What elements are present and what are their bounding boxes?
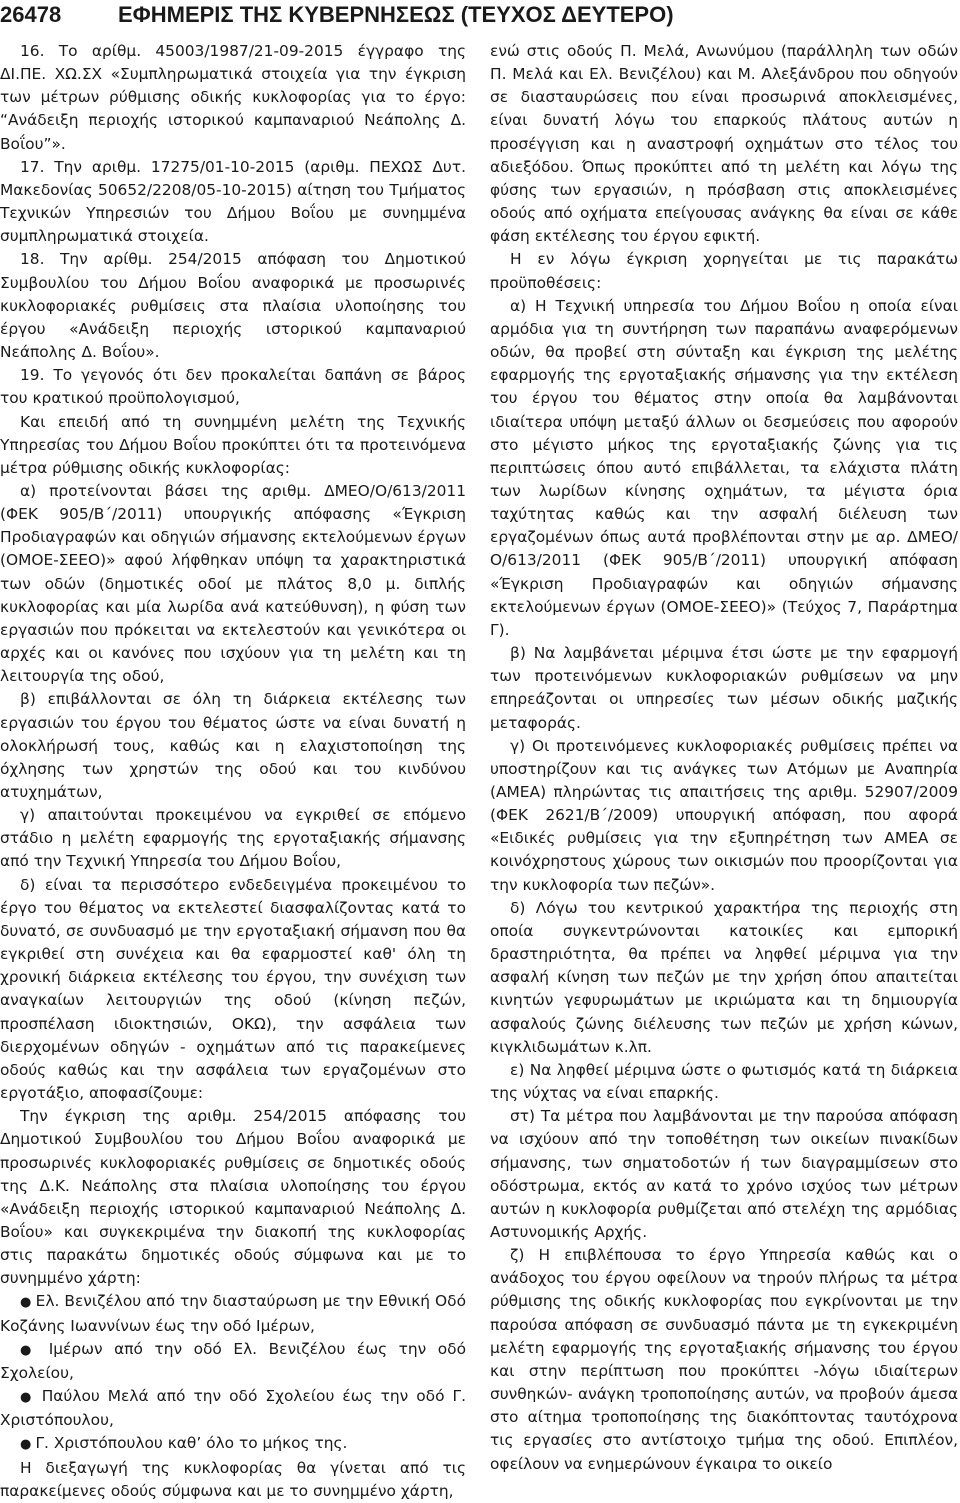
paragraph: β) Να λαμβάνεται μέριμνα έτσι ώστε με την εφαρμογή των προτεινόμενων κυκλοφοριακών ρυθμίσεων να μην επηρεάζονται οι υπηρεσίες των μέσων οδικής μαζικής μεταφοράς.: [490, 644, 958, 732]
paragraph: Η εν λόγω έγκριση χορηγείται με τις παρακάτω προϋποθέσεις:: [490, 250, 958, 292]
paragraph: δ) είναι τα περισσότερο ενδεδειγμένα προκειμένου το έργο του θέματος να εκτελεστεί διασφαλίζοντας κατά το δυνατό, σε συνδυασμό με την εργοταξιακή σήμανση που θα εγκριθεί στη συνέχεια και θα εφαρμοστεί καθ' όλη τη χρονική διάρκεια εκτέλεσης του έργου, την συνέχιση των αναγκαίων λειτουργιών της οδού (κίνηση πεζών, προσπέλαση ιδιοκτησιών, ΟΚΩ), την ασφάλεια των διερχομένων οδηγών - οχημάτων από τις παρακείμενες οδούς καθώς και την ασφάλεια των εργαζομένων στο εργοτάξιο, αποφασίζουμε:: [0, 875, 466, 1103]
paragraph: Και επειδή από τη συνημμένη μελέτη της Τεχνικής Υπηρεσίας του Δήμου Βοΐου προκύπτει ότι τα προτεινόμενα μέτρα ρύθμισης οδικής κυκλοφορίας:: [0, 412, 466, 477]
page-header: [0, 0, 960, 44]
paragraph: Η διεξαγωγή της κυκλοφορίας θα γίνεται από τις παρακείμενες οδούς σύμφωνα και με το συνημμένο χάρτη,: [0, 1458, 466, 1500]
right-text-column: [490, 40, 958, 1476]
bullet-list-item: ● Γ. Χριστόπουλου καθ’ όλο το μήκος της.: [0, 1432, 466, 1456]
paragraph: γ) απαιτούνται προκειμένου να εγκριθεί σε επόμενο στάδιο η μελέτη εφαρμογής της εργοταξιακής σήμανσης από την Τεχνική Υπηρεσία του Δήμου Βοΐου,: [0, 806, 466, 871]
paragraph: 17. Την αριθμ. 17275/01-10-2015 (αριθμ. ΠΕΧΩΣ Δυτ. Μακεδονίας 50652/2208/05-10-2015) αίτηση του Τμήματος Τεχνικών Υπηρεσιών του Δήμου Βοΐου με συνημμένα συμπληρωματικά στοιχεία.: [0, 157, 466, 246]
bullet-list-item: ● Ιμέρων από την οδό Ελ. Βενιζέλου έως την οδό Σχολείου,: [0, 1338, 466, 1385]
page-number: 26478: [0, 2, 62, 27]
paragraph: ζ) Η επιβλέπουσα το έργο Υπηρεσία καθώς και ο ανάδοχος του έργου οφείλουν να τηρούν πλήρως τα μέτρα ρύθμισης της οδικής κυκλοφορίας που εγκρίνονται με την παρούσα απόφαση σε συνδυασμό πάντα με τη εγκεκριμένη μελέτη εφαρμογής της εργοταξιακής σήμανσης του έργου και στην περίπτωση που προκύπτει -λόγω ιδιαίτερων συνθηκών- ανάγκη τροποποίησης αυτών, να προβούν άμεσα στο αίτημα τροποποίησης της διακόπτοντας ταυτόχρονα τις εργασίες στο αντίστοιχο τμήμα της οδού. Επιπλέον, οφείλουν να ενημερώνουν έγκαιρα το οικείο: [490, 1246, 958, 1473]
paragraph: Την έγκριση της αριθμ. 254/2015 απόφασης του Δημοτικού Συμβουλίου του Δήμου Βοΐου αναφορικά με προσωρινές κυκλοφοριακές ρυθμίσεις σε δημοτικές οδούς της Δ.Κ. Νεάπολης στα πλαίσια υλοποίησης του έργου «Ανάδειξη περιοχής ιστορικού καμπαναριού Νεάπολης Δ. Βοΐου» και συγκεκριμένα την διακοπή της κυκλοφορίας στις παρακάτω δημοτικές οδούς σύμφωνα και με το συνημμένο χάρτη:: [0, 1107, 466, 1288]
paragraph: στ) Τα μέτρα που λαμβάνονται με την παρούσα απόφαση να ισχύουν από την τοποθέτηση των οικείων πινακίδων σήμανσης, των σηματοδοτών ή των διαγραμμίσεων στο οδόστρωμα, εκτός αν κατά το χρόνο ισχύος των μέτρων αυτών η κυκλοφορία ρυθμίζεται από στελέχη της αρμόδιας Αστυνομικής Αρχής.: [490, 1107, 958, 1241]
paragraph: 16. Το αρίθμ. 45003/1987/21-09-2015 έγγραφο της ΔΙ.ΠΕ. ΧΩ.ΣΧ «Συμπληρωματικά στοιχεία για την έγκριση των μέτρων ρύθμισης οδικής κυκλοφορίας για το έργο: “Ανάδειξη περιοχής ιστορικού καμπαναριού Νεάπολης Δ. Βοΐου”».: [0, 42, 466, 153]
paragraph: δ) Λόγω του κεντρικού χαρακτήρα της περιοχής στη οποία συγκεντρώνονται κατοικίες και εμπορική δραστηριότητα, θα πρέπει να ληφθεί μέριμνα για την ασφαλή κίνηση των πεζών με την χρήση όπου απαιτείται κινητών γεφυρωμάτων με ικριώματα και τη δημιουργία ασφαλούς ζώνης διέλευσης των πεζών με χρήση κώνων, κιγκλιδωμάτων κ.λπ.: [490, 898, 958, 1056]
paragraph: 19. Το γεγονός ότι δεν προκαλείται δαπάνη σε βάρος του κρατικού προϋπολογισμού,: [0, 366, 466, 408]
paragraph: α) Η Τεχνική υπηρεσία του Δήμου Βοΐου η οποία είναι αρμόδια για τη συντήρηση των παραπάνω αναφερόμενων οδών, θα προβεί στη σύνταξη και έγκριση της μελέτης εφαρμογής της εργοταξιακής σήμανσης για την εκτέλεση του έργου του θέματος στην οποία θα λαμβάνονται ιδιαίτερα υπόψη μεταξύ άλλων οι δεσμεύσεις που αφορούν στο μέγιστο μήκος της εργοταξιακής ζώνης για τις περιπτώσεις όπου αυτό επιβάλλεται, τα ελάχιστα πλάτη των λωρίδων κίνησης οχημάτων, τα μέγιστα όρια ταχύτητας καθώς και την ασφαλή διέλευση των εργαζομένων όπως αυτά προβλέπονται στην με αρ. ΔΜΕΟ/Ο/613/2011 (ΦΕΚ 905/Β΄/2011) υπουργική απόφαση «Έγκριση Προδιαγραφών και οδηγιών σήμανσης εκτελούμενων έργων (ΟΜΟΕ-ΣΕΕΟ)» (Τεύχος 7, Παράρτημα Γ).: [490, 296, 958, 639]
paragraph: 18. Την αρίθμ. 254/2015 απόφαση του Δημοτικού Συμβουλίου του Δήμου Βοΐου αναφορικά με προσωρινές κυκλοφοριακές ρυθμίσεις στα πλαίσια υλοποίησης του έργου «Ανάδειξη περιοχής ιστορικού καμπαναριού Νεάπολης Δ. Βοΐου».: [0, 250, 466, 362]
bullet-list-item: ● Ελ. Βενιζέλου από την διασταύρωση με την Εθνική Οδό Κοζάνης Ιωαννίνων έως την οδό Ιμέρων,: [0, 1290, 466, 1337]
paragraph: γ) Οι προτεινόμενες κυκλοφοριακές ρυθμίσεις πρέπει να υποστηρίζουν και τις ανάγκες των Ατόμων με Αναπηρία (ΑΜΕΑ) πληρώντας τις απαιτήσεις της αριθμ. 52907/2009 (ΦΕΚ 2621/Β΄/2009) υπουργική απόφαση, που αφορά «Ειδικές ρυθμίσεις για την εξυπηρέτηση των ΑΜΕΑ σε κοινόχρηστους χώρους των οικισμών που προορίζονται για την κυκλοφορία των πεζών».: [490, 736, 958, 894]
left-text-column: [0, 40, 466, 1503]
paragraph: β) επιβάλλονται σε όλη τη διάρκεια εκτέλεσης των εργασιών του έργου του θέματος ώστε να είναι δυνατή η ολοκλήρωσή τους, καθώς και η ελαχιστοποίηση της όχλησης των χρηστών της οδού και του κινδύνου ατυχημάτων,: [0, 690, 466, 801]
paragraph: ενώ στις οδούς Π. Μελά, Ανωνύμου (παράλληλη των οδών Π. Μελά και Ελ. Βενιζέλου) και Μ. Αλεξάνδρου που οδηγούν σε διασταυρώσεις που είναι προσωρινά αποκλεισμένες, είναι δυνατή λόγω του επαρκούς πλάτους αυτών η προσέγγιση και η αναστροφή οχημάτων στο τέλος του αδιεξόδου. Όπως προκύπτει από τη μελέτη και λόγω της φύσης των εργασιών, η πρόσβαση στις αποκλεισμένες οδούς από οχήματα επείγουσας ανάγκης θα είναι σε κάθε φάση εκτέλεσης του έργου εφικτή.: [490, 42, 958, 246]
paragraph: α) προτείνονται βάσει της αριθμ. ΔΜΕΟ/Ο/613/2011 (ΦΕΚ 905/Β΄/2011) υπουργικής απόφασης «Έγκριση Προδιαγραφών και οδηγιών σήμανσης εκτελούμενων έργων (ΟΜΟΕ-ΣΕΕΟ)» αφού λήφθηκαν υπόψη τα χαρακτηριστικά των οδών (δημοτικές οδοί με πλάτος 8,0 μ. διπλής κυκλοφορίας και μία λωρίδα ανά κατεύθυνση), η φύση των εργασιών που πρόκειται να εκτελεστούν και γενικότερα οι αρχές και οι κανόνες που ισχύουν για τη μελέτη και τη λειτουργία της οδού,: [0, 481, 466, 686]
paragraph: ε) Να ληφθεί μέριμνα ώστε ο φωτισμός κατά τη διάρκεια της νύχτας να είναι επαρκής.: [490, 1060, 958, 1103]
bullet-list-item: ● Παύλου Μελά από την οδό Σχολείου έως την οδό Γ. Χριστόπουλου,: [0, 1385, 466, 1432]
running-title: ΕΦΗΜΕΡΙΣ ΤΗΣ ΚΥΒΕΡΝΗΣΕΩΣ (ΤΕΥΧΟΣ ΔΕΥΤΕΡΟ): [118, 2, 674, 27]
